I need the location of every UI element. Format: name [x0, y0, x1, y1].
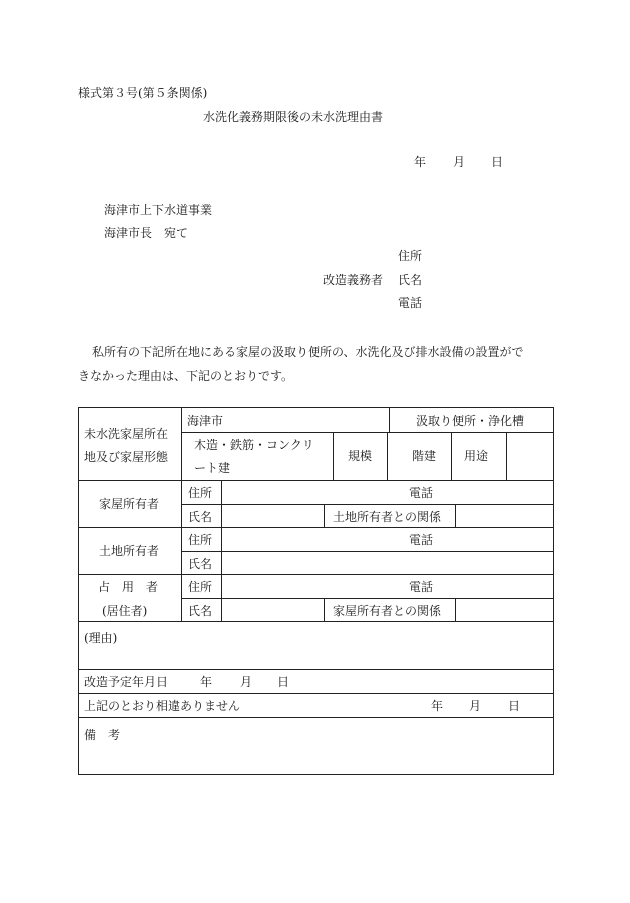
planned-day-label: 日 [277, 675, 290, 689]
occupant-label: 占 用 者 [98, 580, 159, 594]
floors-label: 階建 [412, 449, 437, 463]
col-rule [387, 432, 388, 480]
col-rule [221, 480, 222, 621]
house-owner-phone-label: 電話 [409, 486, 434, 500]
row-rule [78, 693, 554, 694]
row-rule [181, 551, 554, 552]
date-month-label: 月 [453, 155, 466, 169]
table-border-top [78, 407, 554, 408]
applicant-name-label: 氏名 [398, 273, 423, 287]
form-table [78, 407, 554, 775]
planned-date-label: 改造予定年月日 [84, 675, 169, 689]
row-rule [181, 504, 554, 505]
location-label-line-2: 地及び家屋形態 [84, 450, 169, 464]
table-border-left [78, 407, 79, 775]
confirm-year-label: 年 [431, 699, 444, 713]
occupant-name-label: 氏名 [188, 604, 213, 618]
house-owner-label: 家屋所有者 [99, 497, 160, 511]
body-text-line-2: きなかった理由は、下記のとおりです。 [78, 369, 294, 383]
row-rule [78, 669, 554, 670]
col-rule [324, 504, 325, 527]
table-border-right [553, 407, 554, 775]
applicant-address-label: 住所 [398, 249, 423, 263]
occupant-phone-label: 電話 [409, 580, 434, 594]
row-rule [78, 574, 554, 575]
city-value: 海津市 [187, 414, 224, 428]
date-day-label: 日 [491, 155, 504, 169]
resident-label: (居住者) [102, 604, 148, 618]
body-text-line-1: 私所有の下記所在地にある家屋の汲取り便所の、水洗化及び排水設備の設置がで [92, 345, 524, 359]
applicant-phone-label: 電話 [398, 296, 423, 310]
col-rule [455, 504, 456, 527]
land-owner-address-label: 住所 [188, 533, 213, 547]
location-label-line-1: 未水洗家屋所在 [84, 427, 169, 441]
row-rule [181, 432, 554, 433]
toilet-type-options: 汲取り便所・浄化槽 [416, 414, 525, 428]
col-rule [324, 598, 325, 621]
confirm-month-label: 月 [469, 699, 482, 713]
col-rule [506, 432, 507, 480]
planned-year-label: 年 [200, 675, 213, 689]
row-rule [78, 621, 554, 622]
col-rule [451, 432, 452, 480]
use-label: 用途 [464, 449, 489, 463]
confirm-day-label: 日 [508, 699, 521, 713]
table-border-bottom [78, 774, 554, 775]
relation-to-house-owner-label: 家屋所有者との関係 [333, 604, 442, 618]
row-rule [181, 598, 554, 599]
row-rule [78, 527, 554, 528]
house-owner-address-label: 住所 [188, 486, 213, 500]
col-rule [389, 407, 390, 432]
col-rule [181, 407, 182, 621]
row-rule [78, 480, 554, 481]
row-rule [78, 717, 554, 718]
occupant-address-label: 住所 [188, 580, 213, 594]
form-number: 様式第３号(第５条関係) [78, 86, 208, 100]
scale-label: 規模 [348, 449, 373, 463]
addressee-recipient: 海津市長 宛て [104, 226, 189, 240]
land-owner-name-label: 氏名 [188, 557, 213, 571]
relation-to-land-owner-label: 土地所有者との関係 [333, 510, 442, 524]
remarks-label: 備 考 [84, 728, 121, 742]
land-owner-phone-label: 電話 [409, 533, 434, 547]
addressee-org: 海津市上下水道事業 [104, 203, 213, 217]
applicant-role: 改造義務者 [323, 273, 384, 287]
date-year-label: 年 [414, 155, 427, 169]
col-rule [333, 432, 334, 480]
reason-label: (理由) [84, 631, 118, 645]
house-owner-name-label: 氏名 [188, 510, 213, 524]
land-owner-label: 土地所有者 [99, 544, 160, 558]
planned-month-label: 月 [240, 675, 253, 689]
document-title: 水洗化義務期限後の未水洗理由書 [203, 110, 384, 124]
structure-options-line-1: 木造・鉄筋・コンクリ [194, 438, 314, 452]
confirmation-text: 上記のとおり相違ありません [84, 699, 241, 713]
col-rule [455, 598, 456, 621]
structure-options-line-2: ート建 [194, 461, 231, 475]
